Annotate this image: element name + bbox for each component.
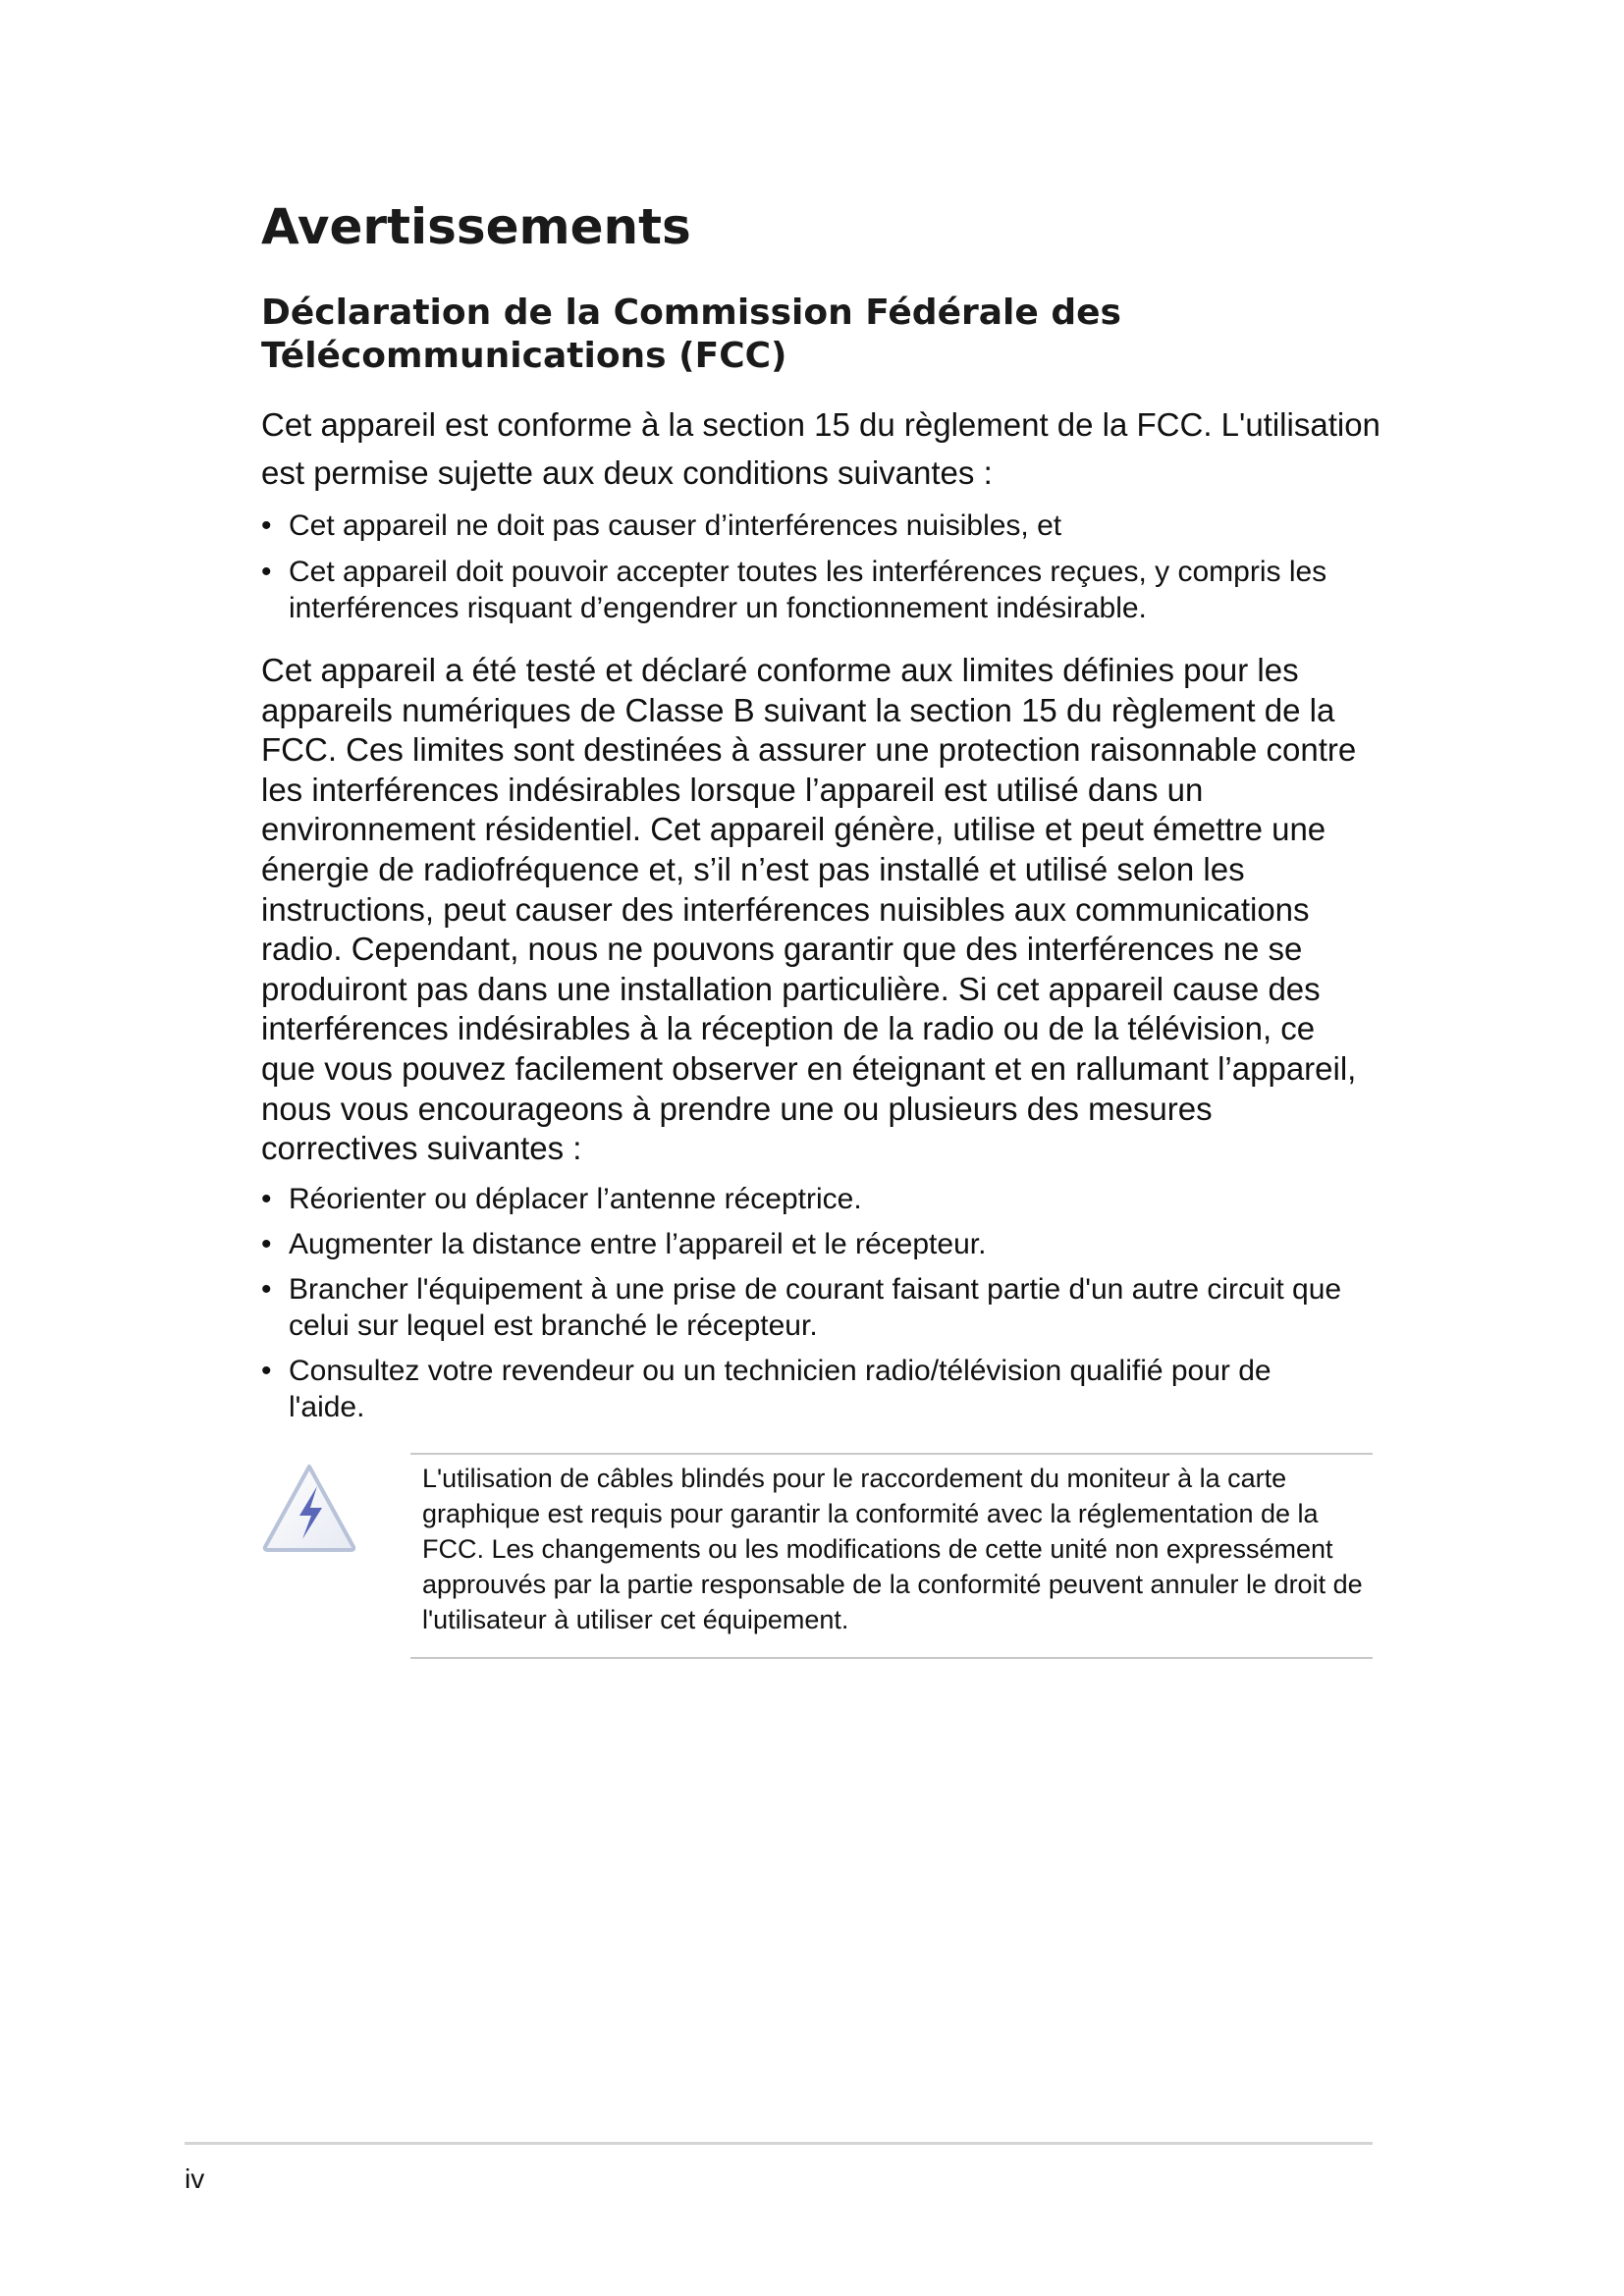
section-heading: Déclaration de la Commission Fédérale des Télécommunications (FCC) (261, 293, 1121, 376)
bullet-icon: • (261, 556, 272, 588)
measure-text: Brancher l'équipement à une prise de courant faisant partie d'un autre circuit que celui sur lequel est branché le récepteur. (289, 1273, 1342, 1342)
list-item (261, 554, 1351, 626)
conditions-list (261, 507, 1351, 638)
page-number: iv (185, 2163, 205, 2194)
list-item (261, 1353, 1351, 1425)
bullet-icon: • (261, 1228, 272, 1260)
list-item (261, 507, 1351, 544)
bullet-icon: • (261, 1183, 272, 1215)
body-paragraph: Cet appareil a été testé et déclaré conforme aux limites définies pour les appareils numériques de Classe B suivant la section 15 du règlement de la FCC. Ces limites sont destinées à assurer une protection raisonnable contre les interférences indésirables lorsque l’appareil est utilisé dans un environnement résidentiel. Cet appareil génère, utilise et peut émettre une énergie de radiofréquence et, s’il n’est pas installé et utilisé selon les instructions, peut causer des interférences nuisibles aux communications radio. Cependant, nous ne pouvons garantir que des interférences ne se produiront pas dans une installation particulière. Si cet appareil cause des interférences indésirables à la réception de la radio ou de la télévision, ce que vous pouvez facilement observer en éteignant et en rallumant l’appareil, nous vous encourageons à prendre une ou plusieurs des mesures correctives suivantes : (261, 652, 1357, 1167)
bullet-icon: • (261, 1355, 272, 1387)
warning-lightning-icon (259, 1461, 359, 1555)
corrective-measures-list (261, 1181, 1351, 1434)
condition-text: Cet appareil doit pouvoir accepter toutes les interférences reçues, y compris les interférences risquant d’engendrer un fonctionnement indésirable. (289, 556, 1327, 624)
note-divider-top (410, 1453, 1373, 1455)
note-divider-bottom (410, 1657, 1373, 1659)
condition-text: Cet appareil ne doit pas causer d’interférences nuisibles, et (289, 509, 1062, 542)
bullet-icon: • (261, 509, 272, 542)
footer-divider (185, 2142, 1373, 2145)
intro-paragraph: Cet appareil est conforme à la section 15 du règlement de la FCC. L'utilisation est permise sujette aux deux conditions suivantes : (261, 406, 1380, 491)
measure-text: Augmenter la distance entre l’appareil et le récepteur. (289, 1228, 987, 1260)
list-item (261, 1181, 1351, 1217)
measure-text: Consultez votre revendeur ou un technicien radio/télévision qualifié pour de l'aide. (289, 1355, 1272, 1423)
list-item (261, 1226, 1351, 1262)
page-title: Avertissements (261, 198, 691, 255)
measure-text: Réorienter ou déplacer l’antenne réceptrice. (289, 1183, 862, 1215)
warning-note: L'utilisation de câbles blindés pour le raccordement du moniteur à la carte graphique est requis pour garantir la conformité avec la réglementation de la FCC. Les changements ou les modifications de cette unité non expressément approuvés par la partie responsable de la conformité peuvent annuler le droit de l'utilisateur à utiliser cet équipement. (422, 1464, 1363, 1634)
list-item (261, 1271, 1351, 1344)
bullet-icon: • (261, 1273, 272, 1306)
